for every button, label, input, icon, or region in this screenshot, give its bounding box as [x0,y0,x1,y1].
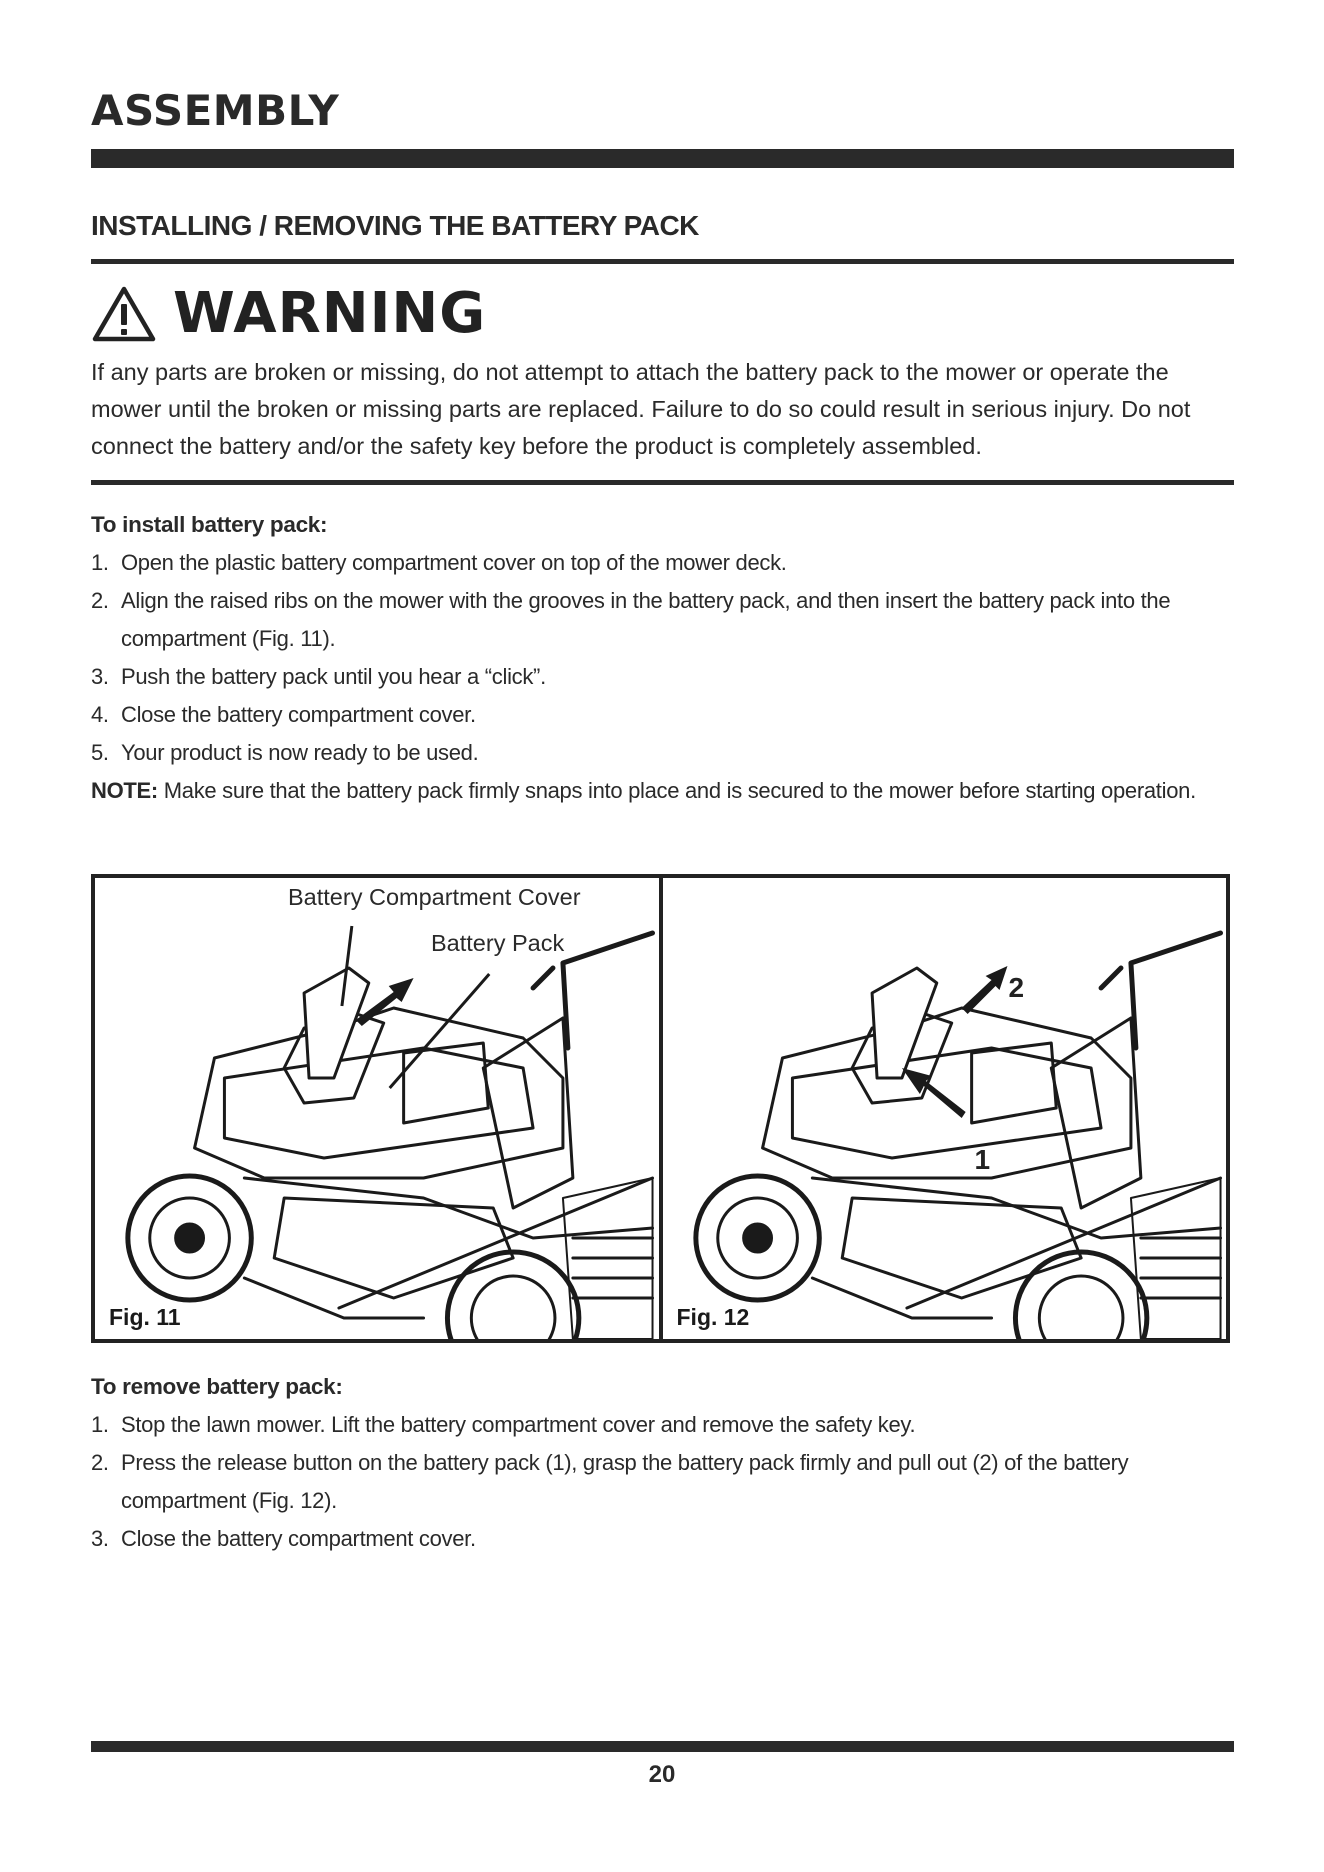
subsection-rule [91,259,1234,264]
list-item [91,582,1241,658]
figure-12-label: Fig. 12 [673,1304,754,1331]
list-item [91,734,1241,772]
list-item [91,658,1241,696]
warning-label: WARNING [173,281,487,346]
mower-illustration-install [95,878,659,1339]
step-text: Open the plastic battery compartment cover on top of the mower deck. [121,550,787,575]
warning-header [91,282,486,346]
step-number: 1. [91,550,109,575]
step-text: Close the battery compartment cover. [121,1526,476,1551]
install-heading: To install battery pack: [91,512,328,537]
warning-text: If any parts are broken or missing, do not attempt to attach the battery pack to the mower or operate the mower until the broken or missing parts are replaced. Failure to do so could result in serious injury. Do not connect the battery and/or the safety key before the product is completely assembled. [91,359,1191,459]
step-text: Align the raised ribs on the mower with the grooves in the battery pack, and then insert the battery pack into the compartment (Fig. 11). [121,588,1171,651]
callout-battery-pack: Battery Pack [428,930,567,957]
marker-pull-out: 2 [1008,972,1025,1003]
marker-release-button: 1 [974,1144,991,1175]
page-number: 20 [648,1761,676,1788]
section-title: ASSEMBLY [91,86,340,135]
figure-panel [91,874,1230,1343]
list-item [91,1444,1241,1520]
step-number: 1. [91,1412,109,1437]
list-item [91,544,1241,582]
step-text: Stop the lawn mower. Lift the battery compartment cover and remove the safety key. [121,1412,916,1437]
list-item [91,1520,1241,1558]
install-steps [91,544,1241,772]
step-number: 2. [91,588,109,613]
mower-illustration-remove [663,878,1227,1339]
remove-heading: To remove battery pack: [91,1374,343,1399]
header-rule [91,149,1234,168]
note-label: NOTE: [91,778,158,803]
step-text: Your product is now ready to be used. [121,740,479,765]
step-number: 5. [91,740,109,765]
install-note [91,772,1241,810]
step-number: 2. [91,1450,109,1475]
step-number: 3. [91,664,109,689]
step-text: Push the battery pack until you hear a “click”. [121,664,546,689]
list-item [91,1406,1241,1444]
remove-section [91,1368,1241,1558]
callout-battery-compartment-cover: Battery Compartment Cover [285,884,584,911]
step-number: 3. [91,1526,109,1551]
note-text: Make sure that the battery pack firmly snaps into place and is secured to the mower before starting operation. [157,778,1196,803]
subsection-title: INSTALLING / REMOVING THE BATTERY PACK [91,210,699,241]
step-number: 4. [91,702,109,727]
figure-11 [95,878,659,1339]
remove-steps [91,1406,1241,1558]
warning-triangle-icon [91,285,157,343]
install-section [91,506,1241,810]
step-text: Close the battery compartment cover. [121,702,476,727]
figure-11-label: Fig. 11 [105,1304,185,1331]
warning-rule [91,480,1234,485]
step-text: Press the release button on the battery pack (1), grasp the battery pack firmly and pull out (2) of the battery compartment (Fig. 12). [121,1450,1129,1513]
footer-rule [91,1741,1234,1752]
figure-12 [659,878,1227,1339]
list-item [91,696,1241,734]
